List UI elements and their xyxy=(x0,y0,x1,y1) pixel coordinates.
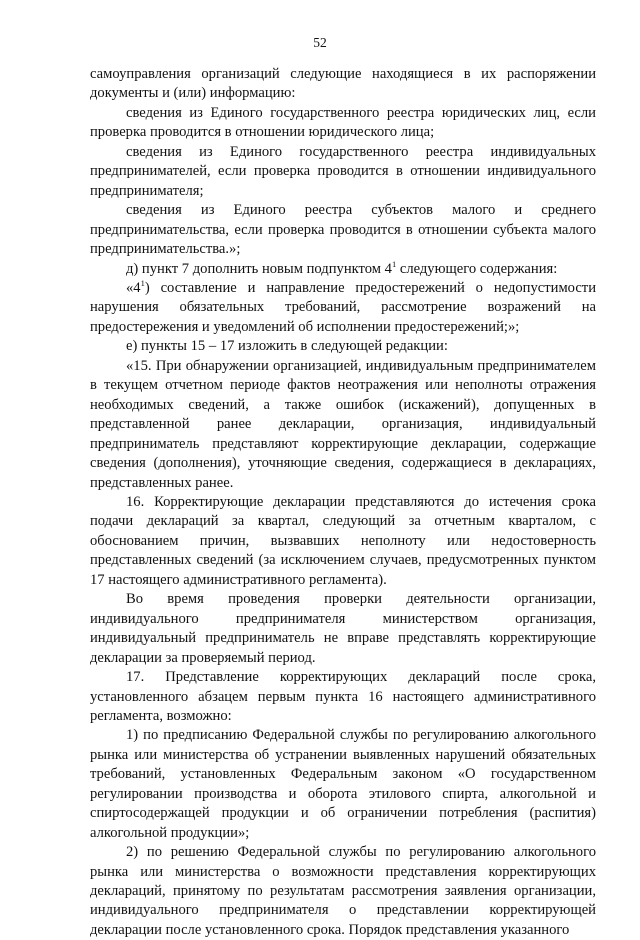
paragraph-subpoint-2: 2) по решению Федеральной службы по регулированию алкогольного рынка или министерства о возможности представления корректирующих деклараций, принятому по результатам рассмотрения заявления организации, индивидуального предпринимателя о представлении корректирующей декларации после установленного срока. Порядок представления указанного xyxy=(90,844,596,938)
superscript: 1 xyxy=(140,277,145,288)
paragraph-legal-entities-registry: сведения из Единого государственного реестра юридических лиц, если проверка проводится в отношении юридического лица; xyxy=(90,104,596,141)
paragraph-item-d xyxy=(90,260,596,279)
paragraph-intro: самоуправления организаций следующие находящиеся в их распоряжении документы и (или) информацию: xyxy=(90,66,596,102)
superscript: 1 xyxy=(391,258,397,269)
paragraph-subpoint-1: 1) по предписанию Федеральной службы по регулированию алкогольного рынка или министерства об устранении выявленных нарушений обязательных требований, установленных Федеральным законом «О государственном регулировании производства и оборота этилового спирта, алкогольной и спиртосодержащей продукции и об ограничении потребления (распития) алкогольной продукции»; xyxy=(90,727,596,841)
paragraph-point-15: «15. При обнаружении организацией, индивидуальным предпринимателем в текущем отчетном периоде фактов неотражения или неполноты отражения необходимых сведений, а также ошибок (искажений), допущенных в представленной ранее декларации, организация, индивидуальный предприниматель представляют корректирующие декларации, содержащие сведения (дополнения), уточняющие сведения, содержащиеся в декларациях, представленных ранее. xyxy=(90,357,596,491)
text-span: следующего содержания: xyxy=(396,260,558,277)
text-span: ) составление и направление предостережений о недопустимости нарушения обязательных требований, рассмотрение возражений на предостережения и уведомлений об исполнении предостережений;»; xyxy=(90,279,596,335)
document-body xyxy=(90,65,596,940)
paragraph-small-business-registry: сведения из Единого реестра субъектов малого и среднего предпринимательства, если проверка проводится в отношении субъекта малого предпринимательства.»; xyxy=(90,202,596,258)
paragraph-entrepreneurs-registry: сведения из Единого государственного реестра индивидуальных предпринимателей, если проверка проводится в отношении индивидуального предпринимателя; xyxy=(90,143,596,199)
paragraph-point-16: 16. Корректирующие декларации представляются до истечения срока подачи деклараций за квартал, следующий за отчетным кварталом, с обоснованием причин, вызвавших неполноту или недостоверность представленных сведений (за исключением случаев, предусмотренных пунктом 17 настоящего административного регламента). xyxy=(90,493,596,588)
text-span: д) пункт 7 дополнить новым подпунктом 4 xyxy=(126,260,392,277)
paragraph-item-e: е) пункты 15 – 17 изложить в следующей редакции: xyxy=(126,338,448,355)
paragraph-point-17: 17. Представление корректирующих деклараций после срока, установленного абзацем первым пункта 16 настоящего административного регламента, возможно: xyxy=(90,669,596,724)
text-span: «4 xyxy=(126,279,141,296)
paragraph-inspection-period: Во время проведения проверки деятельности организации, индивидуального предпринимателя министерством организация, индивидуальный предприниматель не вправе представлять корректирующие декларации за проверяемый период. xyxy=(90,591,596,666)
page-number: 52 xyxy=(313,35,327,50)
paragraph-subitem-4-1 xyxy=(90,279,596,337)
